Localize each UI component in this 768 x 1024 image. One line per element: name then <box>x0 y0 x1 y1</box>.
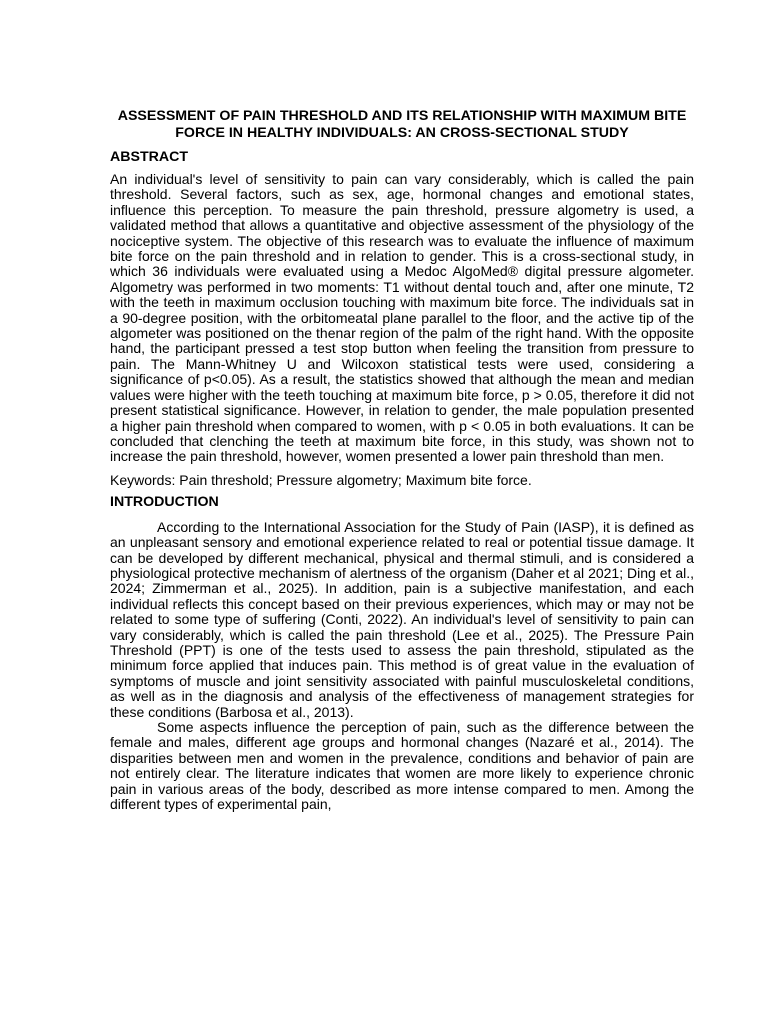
abstract-heading: ABSTRACT <box>110 149 189 165</box>
introduction-paragraph-1: According to the International Association for the Study of Pain (IASP), it is defined as an unpleasant sensory and emotional experience related to real or potential tissue damage. It can be developed by different mechanical, physical and thermal stimuli, and is considered a physiological protective mechanism of alertness of the organism (Daher et al 2021; Ding et al., 2024; Zimmerman et al., 2025). In addition, pain is a subjective manifestation, and each individual reflects this concept based on their previous experiences, which may or may not be related to some type of suffering (Conti, 2022). An individual's level of sensitivity to pain can vary considerably, which is called the pain threshold (Lee et al., 2025). The Pressure Pain Threshold (PPT) is one of the tests used to assess the pain threshold, stipulated as the minimum force applied that induces pain. This method is of great value in the evaluation of symptoms of muscle and joint sensitivity associated with painful musculoskeletal conditions, as well as in the diagnosis and analysis of the effectiveness of management strategies for these conditions (Barbosa et al., 2013). <box>110 518 694 720</box>
abstract-text: An individual's level of sensitivity to pain can vary considerably, which is called the pain threshold. Several factors, such as sex, age, hormonal changes and emotional states, influence this perception. To measure the pain threshold, pressure algometry is used, a validated method that allows a quantitative and objective assessment of the physiology of the nociceptive system. The objective of this research was to evaluate the influence of maximum bite force on the pain threshold and in relation to gender. This is a cross-sectional study, in which 36 individuals were evaluated using a Medoc AlgoMed® digital pressure algometer. Algometry was performed in two moments: T1 without dental touch and, after one minute, T2 with the teeth in maximum occlusion touching with maximum bite force. The individuals sat in a 90-degree position, with the orbitomeatal plane parallel to the floor, and the active tip of the algometer was positioned on the thenar region of the palm of the right hand. With the opposite hand, the participant pressed a test stop button when feeling the transition from pressure to pain. The Mann-Whitney U and Wilcoxon statistical tests were used, considering a significance of p<0.05). As a result, the statistics showed that although the mean and median values were higher with the teeth touching at maximum bite force, p > 0.05, therefore it did not present statistical significance. However, in relation to gender, the male population presented a higher pain threshold when compared to women, with p < 0.05 in both evaluations. It can be concluded that clenching the teeth at maximum bite force, in this study, was shown not to increase the pain threshold, however, women presented a lower pain threshold than men. <box>110 171 694 465</box>
document-page <box>110 108 694 812</box>
introduction-paragraph-2: Some aspects influence the perception of pain, such as the difference between the female and males, different age groups and hormonal changes (Nazaré et al., 2014). The disparities between men and women in the prevalence, conditions and behavior of pain are not entirely clear. The literature indicates that women are more likely to experience chronic pain in various areas of the body, described as more intense compared to men. Among the different types of experimental pain, <box>110 719 694 813</box>
keywords: Keywords: Pain threshold; Pressure algometry; Maximum bite force. <box>110 471 532 488</box>
introduction-heading: INTRODUCTION <box>110 493 219 510</box>
paper-title: ASSESSMENT OF PAIN THRESHOLD AND ITS RELATIONSHIP WITH MAXIMUM BITE FORCE IN HEALTHY INDIVIDUALS: AN CROSS-SECTIONAL STUDY <box>117 108 687 141</box>
